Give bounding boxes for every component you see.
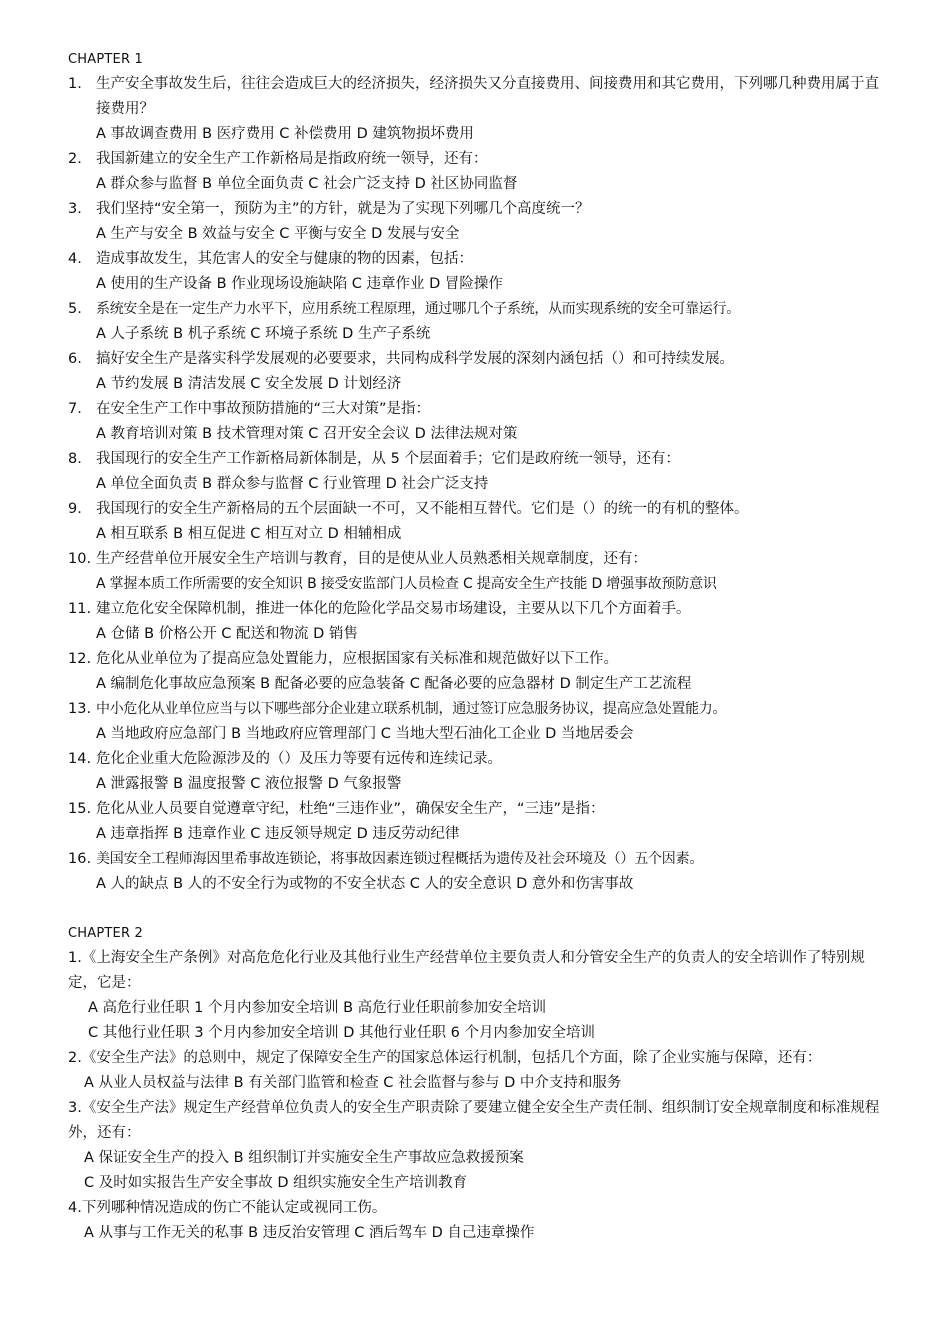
- question-number: 3.: [68, 201, 82, 217]
- question-text: 在安全生产工作中事故预防措施的“三大对策”是指：: [96, 401, 431, 417]
- question-4: [68, 247, 880, 297]
- question-8: [68, 447, 880, 497]
- question-text: 生产安全事故发生后，往往会造成巨大的经济损失，经济损失又分直接费用、间接费用和其它费用，下列哪几种费用属于直接费用？: [96, 76, 879, 117]
- question-number: 14.: [68, 751, 92, 767]
- question-1: [68, 946, 880, 1046]
- question-12: [68, 647, 880, 697]
- question-options: A 人子系统 B 机子系统 C 环境子系统 D 生产子系统: [96, 326, 431, 342]
- question-text: 《安全生产法》的总则中，规定了保障安全生产的国家总体运行机制，包括几个方面，除了企业实施与保障，还有：: [81, 1050, 822, 1066]
- question-number: 5.: [68, 301, 82, 317]
- question-text: 我国现行的安全生产工作新格局新体制是，从 5 个层面着手；它们是政府统一领导，还有：: [96, 451, 680, 467]
- question-number: 12.: [68, 651, 92, 667]
- question-2: [68, 147, 880, 197]
- question-options: A 仓储 B 价格公开 C 配送和物流 D 销售: [96, 626, 358, 642]
- question-options: A 掌握本质工作所需要的安全知识 B 接受安监部门人员检查 C 提高安全生产技能 D 增强事故预防意识: [96, 576, 717, 592]
- question-options: A 泄露报警 B 温度报警 C 液位报警 D 气象报警: [96, 776, 402, 792]
- question-options: A 从事与工作无关的私事 B 违反治安管理 C 酒后驾车 D 自己违章操作: [84, 1225, 535, 1241]
- question-15: [68, 797, 880, 847]
- question-options: A 保证安全生产的投入 B 组织制订并实施安全生产事故应急救援预案: [84, 1150, 524, 1166]
- chapter-1-title: CHAPTER 1: [68, 52, 143, 67]
- question-text: 中小危化从业单位应当与以下哪些部分企业建立联系机制，通过签订应急服务协议，提高应急处置能力。: [96, 701, 727, 717]
- question-text: 《上海安全生产条例》对高危危化行业及其他行业生产经营单位主要负责人和分管安全生产的负责人的安全培训作了特别规定，它是：: [68, 950, 865, 991]
- question-number: 7.: [68, 401, 82, 417]
- question-number: 2.: [68, 151, 82, 167]
- question-3: [68, 1096, 880, 1196]
- question-text: 搞好安全生产是落实科学发展观的必要要求，共同构成科学发展的深刻内涵包括（）和可持续发展。: [96, 351, 734, 367]
- question-9: [68, 497, 880, 547]
- question-number: 6.: [68, 351, 82, 367]
- question-options: A 从业人员权益与法律 B 有关部门监管和检查 C 社会监督与参与 D 中介支持和服务: [84, 1075, 622, 1091]
- question-options: A 编制危化事故应急预案 B 配备必要的应急装备 C 配备必要的应急器材 D 制定生产工艺流程: [96, 676, 692, 692]
- question-text: 我国现行的安全生产新格局的五个层面缺一不可，又不能相互替代。它们是（）的统一的有机的整体。: [96, 501, 749, 517]
- question-options: A 高危行业任职 1 个月内参加安全培训 B 高危行业任职前参加安全培训: [88, 1000, 547, 1016]
- question-text: 造成事故发生，其危害人的安全与健康的物的因素，包括：: [96, 251, 473, 267]
- question-number: 1.: [68, 76, 82, 92]
- question-options: A 生产与安全 B 效益与安全 C 平衡与安全 D 发展与安全: [96, 226, 460, 242]
- question-1: [68, 72, 880, 147]
- chapter-1: [68, 48, 880, 897]
- question-4: [68, 1196, 880, 1246]
- question-options: A 当地政府应急部门 B 当地政府应管理部门 C 当地大型石油化工企业 D 当地居委会: [96, 726, 634, 742]
- chapter-2: [68, 922, 880, 1246]
- question-text: 生产经营单位开展安全生产培训与教育，目的是使从业人员熟悉相关规章制度，还有：: [96, 551, 647, 567]
- question-7: [68, 397, 880, 447]
- question-options: A 相互联系 B 相互促进 C 相互对立 D 相辅相成: [96, 526, 402, 542]
- question-number: 15.: [68, 801, 92, 817]
- question-options: A 教育培训对策 B 技术管理对策 C 召开安全会议 D 法律法规对策: [96, 426, 518, 442]
- question-number: 10.: [68, 551, 92, 567]
- question-number: 3.: [68, 1100, 82, 1116]
- question-text: 我们坚持“安全第一，预防为主”的方针，就是为了实现下列哪几个高度统一？: [96, 201, 590, 217]
- question-text: 下列哪种情况造成的伤亡不能认定或视同工伤。: [81, 1200, 387, 1216]
- question-11: [68, 597, 880, 647]
- question-number: 2.: [68, 1050, 82, 1066]
- question-number: 9.: [68, 501, 82, 517]
- question-text: 危化企业重大危险源涉及的（）及压力等要有远传和连续记录。: [96, 751, 502, 767]
- question-2: [68, 1046, 880, 1096]
- chapter-spacer: [68, 897, 880, 922]
- question-number: 4.: [68, 1200, 82, 1216]
- question-options: C 及时如实报告生产安全事故 D 组织实施安全生产培训教育: [84, 1175, 468, 1191]
- question-number: 16.: [68, 851, 92, 867]
- question-text: 美国安全工程师海因里希事故连锁论，将事故因素连锁过程概括为遗传及社会环境及（）五个因素。: [96, 851, 704, 867]
- question-6: [68, 347, 880, 397]
- question-options: C 其他行业任职 3 个月内参加安全培训 D 其他行业任职 6 个月内参加安全培训: [88, 1025, 596, 1041]
- question-16: [68, 847, 880, 897]
- question-text: 建立危化安全保障机制，推进一体化的危险化学品交易市场建设，主要从以下几个方面着手。: [96, 601, 691, 617]
- question-options: A 使用的生产设备 B 作业现场设施缺陷 C 违章作业 D 冒险操作: [96, 276, 503, 292]
- question-10: [68, 547, 880, 597]
- question-text: 危化从业单位为了提高应急处置能力，应根据国家有关标准和规范做好以下工作。: [96, 651, 618, 667]
- question-14: [68, 747, 880, 797]
- question-options: A 群众参与监督 B 单位全面负责 C 社会广泛支持 D 社区协同监督: [96, 176, 518, 192]
- question-13: [68, 697, 880, 747]
- question-text: 系统安全是在一定生产力水平下，应用系统工程原理，通过哪几个子系统，从而实现系统的安全可靠运行。: [96, 301, 740, 317]
- question-options: A 违章指挥 B 违章作业 C 违反领导规定 D 违反劳动纪律: [96, 826, 460, 842]
- question-number: 13.: [68, 701, 92, 717]
- question-text: 危化从业人员要自觉遵章守纪，杜绝“三违作业”，确保安全生产，“三违”是指：: [96, 801, 605, 817]
- question-text: 《安全生产法》规定生产经营单位负责人的安全生产职责除了要建立健全安全生产责任制、组织制订安全规章制度和标准规程外，还有：: [68, 1100, 880, 1141]
- chapter-2-title: CHAPTER 2: [68, 926, 143, 941]
- question-text: 我国新建立的安全生产工作新格局是指政府统一领导，还有：: [96, 151, 488, 167]
- question-options: A 节约发展 B 清洁发展 C 安全发展 D 计划经济: [96, 376, 402, 392]
- question-number: 4.: [68, 251, 82, 267]
- question-5: [68, 297, 880, 347]
- question-options: A 人的缺点 B 人的不安全行为或物的不安全状态 C 人的安全意识 D 意外和伤害事故: [96, 876, 634, 892]
- question-3: [68, 197, 880, 247]
- question-options: A 单位全面负责 B 群众参与监督 C 行业管理 D 社会广泛支持: [96, 476, 489, 492]
- question-number: 1.: [68, 950, 82, 966]
- question-number: 11.: [68, 601, 92, 617]
- question-number: 8.: [68, 451, 82, 467]
- question-options: A 事故调查费用 B 医疗费用 C 补偿费用 D 建筑物损坏费用: [96, 126, 474, 142]
